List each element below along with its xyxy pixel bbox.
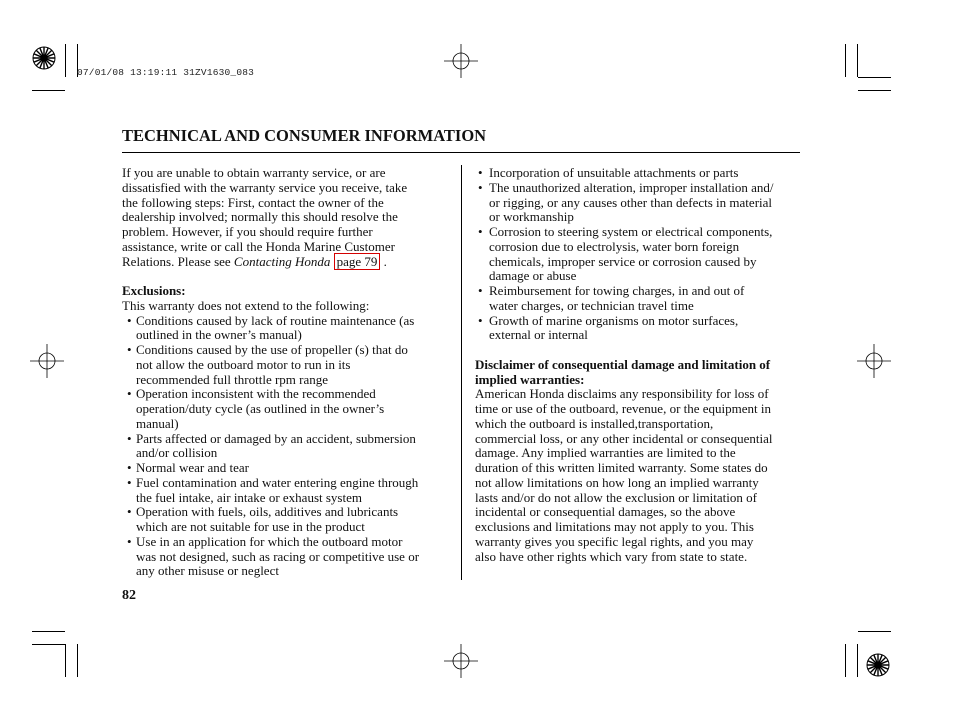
crop-mark (77, 644, 78, 677)
list-item-line: • Growth of marine organisms on motor surfaces, (489, 312, 739, 328)
crosshair-icon (30, 344, 64, 378)
disclaimer-line: incidental or consequential damages, so the above (475, 504, 736, 520)
list-item-line: • Parts affected or damaged by an accident, submersion (136, 430, 416, 446)
list-item-line: was not designed, such as racing or competitive use or (136, 548, 420, 564)
list-item-line: recommended full throttle rpm range (136, 371, 329, 387)
right-column (475, 166, 800, 564)
list-item-line: • Conditions caused by the use of propeller (s) that do (136, 342, 408, 357)
list-item-line: damage or abuse (489, 268, 577, 284)
disclaimer-line: lasts and/or do not allow the exclusion or limitation of (475, 489, 757, 505)
list-item-line: • Reimbursement for towing charges, in and out of (489, 283, 745, 298)
list-item (475, 166, 800, 181)
list-item (475, 314, 800, 344)
list-item-line: operation/duty cycle (as outlined in the owner’s (136, 401, 385, 416)
registration-target-icon (865, 652, 891, 678)
list-item-line: • Incorporation of unsuitable attachments or parts (489, 165, 739, 180)
intro-line-suffix: . (380, 253, 387, 269)
list-item-line: which are not suitable for use in the product (136, 519, 365, 534)
crosshair-icon (857, 344, 891, 378)
disclaimer-line: warranty gives you specific legal rights, and you may (475, 533, 754, 549)
left-column (122, 166, 452, 579)
crop-mark (32, 631, 65, 632)
page-title: TECHNICAL AND CONSUMER INFORMATION (122, 126, 487, 145)
list-item (122, 314, 452, 344)
intro-line: assistance, write or call the Honda Marine Customer (122, 238, 395, 254)
crosshair-icon (444, 44, 478, 78)
disclaimer-line: also have other rights which vary from state to state. (475, 548, 748, 564)
list-item (122, 461, 452, 476)
crop-mark (65, 644, 66, 677)
list-item-line: • Fuel contamination and water entering engine through (136, 474, 419, 490)
list-item-line: chemicals, improper service or corrosion caused by (489, 253, 757, 269)
list-item-line: or workmanship (489, 209, 574, 225)
page-79-link[interactable]: page 79 (334, 253, 381, 270)
list-item-line: • Conditions caused by lack of routine maintenance (as (136, 312, 415, 328)
disclaimer-line: American Honda disclaims any responsibility for loss of (475, 386, 769, 402)
list-item (475, 181, 800, 225)
crop-mark (32, 90, 65, 91)
crop-mark (857, 44, 858, 77)
crop-mark (845, 44, 846, 77)
list-item (122, 505, 452, 535)
intro-line (122, 255, 452, 270)
list-item (122, 343, 452, 387)
page-number: 82 (122, 588, 136, 603)
list-item-line: and/or collision (136, 445, 218, 461)
list-item (122, 387, 452, 431)
list-item-line: • Use in an application for which the outboard motor (136, 533, 403, 549)
list-item-line: or rigging, or any causes other than defects in material (489, 194, 773, 210)
list-item-line: • The unauthorized alteration, improper installation and/ (489, 179, 774, 195)
disclaimer-paragraph (475, 387, 800, 564)
list-item (122, 432, 452, 462)
disclaimer-line: commercial loss, or any other incidental or consequential (475, 430, 773, 446)
disclaimer-line: damage. Any implied warranties are limited to the (475, 445, 736, 461)
crop-mark (845, 644, 846, 677)
column-divider (461, 165, 462, 580)
list-item-line: corrosion due to electrolysis, water born foreign (489, 238, 740, 254)
intro-line: problem. However, if you should require further (122, 224, 373, 239)
disclaimer-line: which the outboard is installed,transportation, (475, 415, 714, 431)
contacting-honda-reference: Contacting Honda (233, 253, 331, 269)
disclaimer-line: duration of this written limited warranty. Some states do (475, 460, 768, 475)
registration-target-icon (31, 45, 57, 71)
list-item-line: manual) (136, 415, 179, 431)
intro-line: dealership involved; normally this should resolve the (122, 209, 398, 225)
intro-line: the following steps: First, contact the owner of the (122, 194, 384, 210)
list-item (475, 225, 800, 284)
exclusions-list-continued (475, 166, 800, 343)
list-item (475, 284, 800, 314)
list-item-line: • Normal wear and tear (136, 460, 249, 475)
disclaimer-heading-line: Disclaimer of consequential damage and limitation of (475, 356, 771, 372)
list-item-line: not allow the outboard motor to run in its (136, 356, 351, 372)
list-item-line: • Operation with fuels, oils, additives and lubricants (136, 504, 399, 520)
intro-line: If you are unable to obtain warranty service, or are (122, 165, 386, 180)
exclusions-heading: Exclusions: (122, 283, 186, 298)
intro-line-prefix: Relations. Please see (122, 253, 234, 269)
list-item-line: the fuel intake, air intake or exhaust system (136, 489, 362, 505)
list-item (122, 476, 452, 506)
crop-mark (32, 644, 65, 645)
list-item (122, 535, 452, 579)
crop-mark (857, 644, 858, 677)
print-stamp: 07/01/08 13:19:11 31ZV1630_083 (77, 67, 255, 78)
list-item-line: any other misuse or neglect (136, 563, 279, 579)
crop-mark (858, 77, 891, 78)
list-item-line: water charges, or technician travel time (489, 297, 694, 313)
exclusions-intro: This warranty does not extend to the following: (122, 297, 370, 313)
disclaimer-line: time or use of the outboard, revenue, or the equipment in (475, 401, 772, 416)
crop-mark (858, 90, 891, 91)
list-item-line: • Operation inconsistent with the recommended (136, 386, 376, 402)
disclaimer-heading-line: implied warranties: (475, 371, 585, 387)
disclaimer-line: exclusions and limitations may not apply to you. This (475, 519, 754, 534)
list-item-line: outlined in the owner’s manual) (136, 327, 302, 343)
header-rule (122, 152, 800, 153)
exclusions-list (122, 314, 452, 580)
intro-paragraph (122, 166, 452, 269)
list-item-line: • Corrosion to steering system or electrical components, (489, 224, 773, 239)
crop-mark (65, 44, 66, 77)
crop-mark (858, 631, 891, 632)
disclaimer-heading (475, 358, 800, 388)
intro-line: dissatisfied with the warranty service you receive, take (122, 179, 408, 195)
list-item-line: external or internal (489, 327, 588, 343)
disclaimer-line: not allow limitations on how long an implied warranty (475, 474, 759, 490)
crosshair-icon (444, 644, 478, 678)
